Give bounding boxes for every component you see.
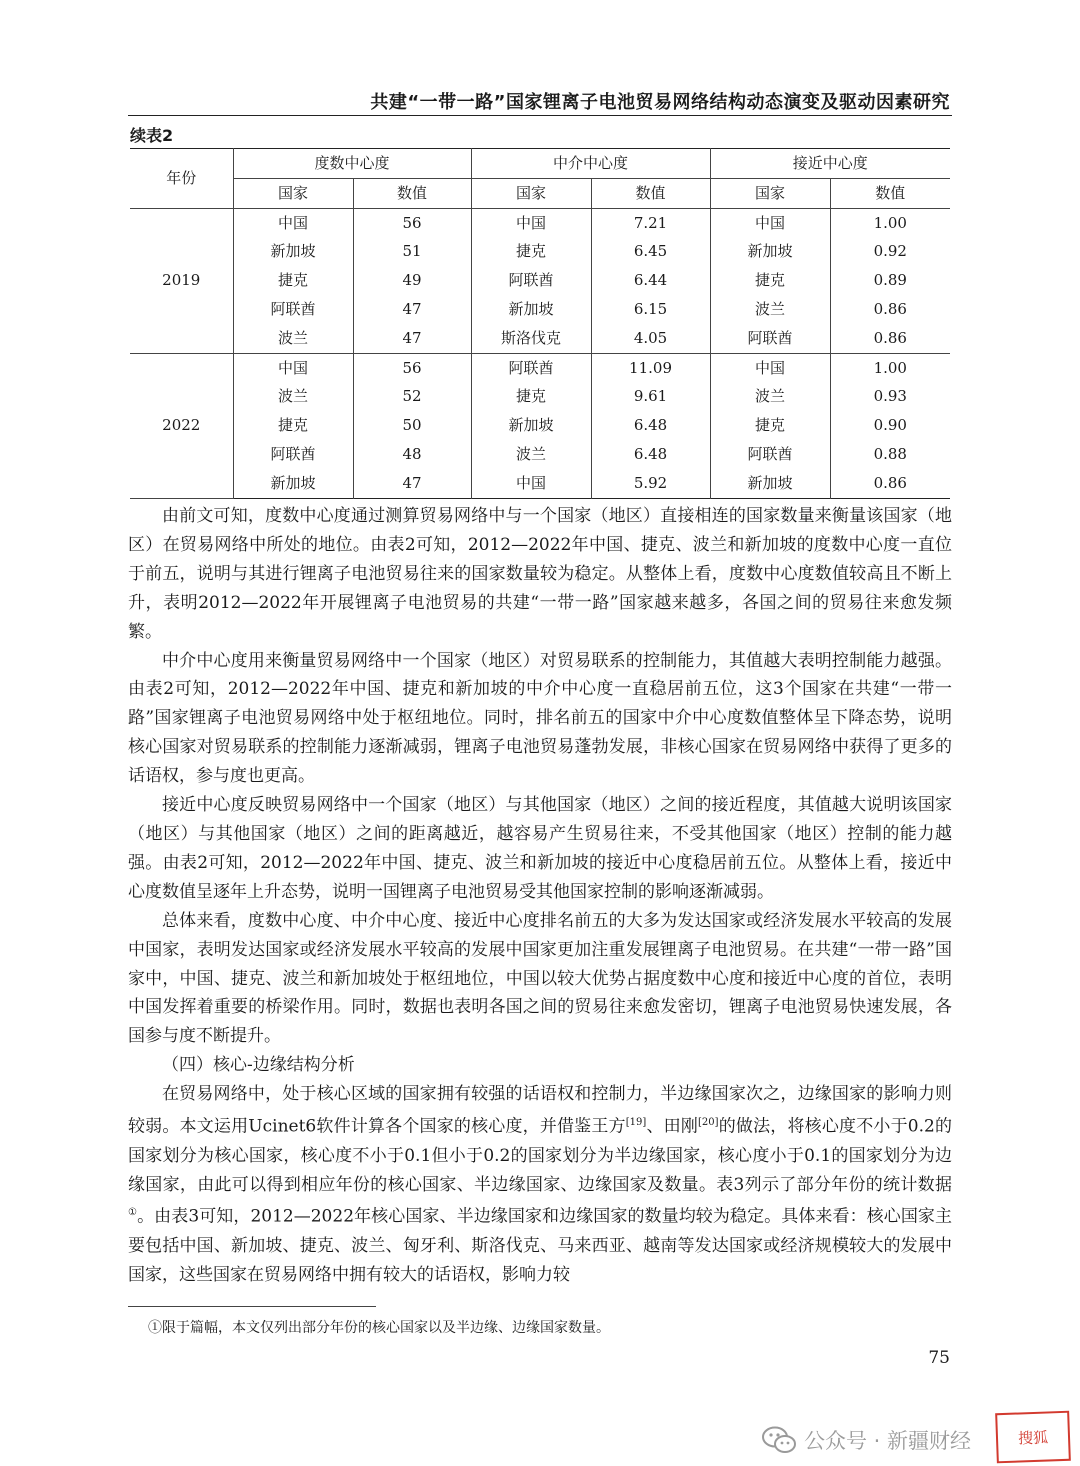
paragraph-closeness: 接近中心度反映贸易网络中一个国家（地区）与其他国家（地区）之间的接近程度，其值越大说明该国家（地区）与其他国家（地区）之间的距离越近，越容易产生贸易往来，不受其他国家（地区）控制的能力越强。由表2可知，2012—2022年中国、捷克、波兰和新加坡的接近中心度稳居前五位。从整体上看，接近中心度数值呈逐年上升态势，说明一国锂离子电池贸易受其他国家控制的影响逐渐减弱。 bbox=[128, 795, 952, 902]
year-header: 年份 bbox=[130, 149, 233, 209]
value-cell: 6.48 bbox=[591, 411, 710, 440]
country-cell: 波兰 bbox=[710, 295, 830, 324]
paragraph-betweenness: 中介中心度用来衡量贸易网络中一个国家（地区）对贸易联系的控制能力，其值越大表明控制能力越强。由表2可知，2012—2022年中国、捷克和新加坡的中介中心度一直稳居前五位，这3个国家在共建“一带一路”国家锂离子电池贸易网络中处于枢纽地位。同时，排名前五的国家中介中心度数值整体呈下降态势，说明核心国家对贸易联系的控制能力逐渐减弱，锂离子电池贸易蓬勃发展，非核心国家在贸易网络中获得了更多的话语权，参与度也更高。 bbox=[128, 650, 952, 787]
paragraph-text: 在贸易网络中，处于核心区域的国家拥有较强的话语权和控制力，半边缘国家次之，边缘国家的影响力则较弱。本文运用Ucinet6软件计算各个国家的核心度，并借鉴王方 bbox=[128, 1084, 952, 1137]
table-row bbox=[130, 353, 950, 382]
value-cell: 50 bbox=[353, 411, 471, 440]
country-cell: 新加坡 bbox=[233, 237, 353, 266]
table-row bbox=[130, 440, 950, 469]
value-cell: 6.44 bbox=[591, 266, 710, 295]
value-cell: 0.93 bbox=[830, 382, 950, 411]
group-header-betweenness: 中介中心度 bbox=[471, 149, 710, 179]
country-cell: 阿联酋 bbox=[233, 440, 353, 469]
country-cell: 捷克 bbox=[471, 237, 591, 266]
country-cell: 中国 bbox=[233, 353, 353, 382]
running-title: 共建“一带一路”国家锂离子电池贸易网络结构动态演变及驱动因素研究 bbox=[370, 92, 950, 113]
value-cell: 5.92 bbox=[591, 469, 710, 498]
citation-ref: [20] bbox=[698, 1117, 719, 1129]
value-cell: 47 bbox=[353, 324, 471, 353]
country-cell: 捷克 bbox=[710, 411, 830, 440]
value-cell: 52 bbox=[353, 382, 471, 411]
value-cell: 0.86 bbox=[830, 324, 950, 353]
table-row bbox=[130, 237, 950, 266]
country-cell: 中国 bbox=[710, 353, 830, 382]
country-cell: 波兰 bbox=[471, 440, 591, 469]
value-cell: 11.09 bbox=[591, 353, 710, 382]
value-cell: 47 bbox=[353, 295, 471, 324]
country-cell: 阿联酋 bbox=[471, 353, 591, 382]
subheader-country: 国家 bbox=[471, 178, 591, 208]
table-row bbox=[130, 469, 950, 498]
table-row bbox=[130, 295, 950, 324]
country-cell: 波兰 bbox=[233, 324, 353, 353]
country-cell: 捷克 bbox=[233, 266, 353, 295]
value-cell: 51 bbox=[353, 237, 471, 266]
paragraph-text: 。由表3可知，2012—2022年核心国家、半边缘国家和边缘国家的数量均较为稳定。具体来看：核心国家主要包括中国、新加坡、捷克、波兰、匈牙利、斯洛伐克、马来西亚、越南等发达国家或经济规模较大的发展中国家，这些国家在贸易网络中拥有较大的话语权，影响力较 bbox=[128, 1207, 953, 1285]
table-row bbox=[130, 324, 950, 353]
value-cell: 4.05 bbox=[591, 324, 710, 353]
subheader-country: 国家 bbox=[710, 178, 830, 208]
country-cell: 捷克 bbox=[233, 411, 353, 440]
value-cell: 56 bbox=[353, 353, 471, 382]
country-cell: 捷克 bbox=[471, 382, 591, 411]
country-cell: 新加坡 bbox=[233, 469, 353, 498]
value-cell: 7.21 bbox=[591, 208, 710, 237]
country-cell: 中国 bbox=[471, 208, 591, 237]
table-row bbox=[130, 208, 950, 237]
value-cell: 9.61 bbox=[591, 382, 710, 411]
subheader-value: 数值 bbox=[830, 178, 950, 208]
watermark bbox=[762, 1420, 971, 1460]
centrality-table bbox=[130, 148, 950, 499]
paragraph-degree: 由前文可知，度数中心度通过测算贸易网络中与一个国家（地区）直接相连的国家数量来衡量该国家（地区）在贸易网络中所处的地位。由表2可知，2012—2022年中国、捷克、波兰和新加坡的度数中心度一直位于前五，说明与其进行锂离子电池贸易往来的国家数量较为稳定。从整体上看，度数中心度数值较高且不断上升，表明2012—2022年开展锂离子电池贸易的共建“一带一路”国家越来越多，各国之间的贸易往来愈发频繁。 bbox=[128, 506, 952, 642]
year-cell: 2022 bbox=[130, 353, 233, 498]
value-cell: 0.86 bbox=[830, 469, 950, 498]
country-cell: 波兰 bbox=[233, 382, 353, 411]
country-cell: 新加坡 bbox=[471, 295, 591, 324]
watermark-text: 公众号 · 新疆财经 bbox=[804, 1429, 972, 1453]
subheader-country: 国家 bbox=[233, 178, 353, 208]
value-cell: 6.45 bbox=[591, 237, 710, 266]
value-cell: 0.90 bbox=[830, 411, 950, 440]
paragraph-text: 、田刚 bbox=[646, 1116, 699, 1137]
value-cell: 48 bbox=[353, 440, 471, 469]
country-cell: 波兰 bbox=[710, 382, 830, 411]
paragraph-summary: 总体来看，度数中心度、中介中心度、接近中心度排名前五的大多为发达国家或经济发展水平较高的发展中国家，表明发达国家或经济发展水平较高的发展中国家更加注重发展锂离子电池贸易。在共建“一带一路”国家中，中国、捷克、波兰和新加坡处于枢纽地位，中国以较大优势占据度数中心度和接近中心度的首位，表明中国发挥着重要的桥梁作用。同时，数据也表明各国之间的贸易往来愈发密切，锂离子电池贸易快速发展，各国参与度不断提升。 bbox=[128, 910, 952, 1047]
value-cell: 49 bbox=[353, 266, 471, 295]
citation-ref: [19] bbox=[625, 1117, 647, 1129]
table-row bbox=[130, 266, 950, 295]
country-cell: 阿联酋 bbox=[710, 440, 830, 469]
country-cell: 中国 bbox=[710, 208, 830, 237]
footnote-rule bbox=[128, 1306, 376, 1307]
paragraph-text: 的做法，将核心度不小于0.2的国家划分为核心国家，核心度不小于0.1但小于0.2的国家划分为半边缘国家，核心度小于0.1的国家划分为边缘国家，由此可以得到相应年份的核心国家、半边缘国家、边缘国家及数量。表3列示了部分年份的统计数据 bbox=[128, 1116, 952, 1195]
table-row bbox=[130, 411, 950, 440]
value-cell: 6.15 bbox=[591, 295, 710, 324]
body-text bbox=[128, 502, 952, 1290]
country-cell: 中国 bbox=[233, 208, 353, 237]
stamp-logo bbox=[995, 1411, 1071, 1464]
value-cell: 56 bbox=[353, 208, 471, 237]
wechat-icon bbox=[762, 1426, 796, 1454]
country-cell: 阿联酋 bbox=[710, 324, 830, 353]
value-cell: 0.88 bbox=[830, 440, 950, 469]
page-number: 75 bbox=[928, 1348, 950, 1368]
value-cell: 47 bbox=[353, 469, 471, 498]
paragraph-core-periphery bbox=[128, 1080, 952, 1290]
year-cell: 2019 bbox=[130, 208, 233, 353]
country-cell: 阿联酋 bbox=[471, 266, 591, 295]
header-rule bbox=[128, 115, 952, 116]
country-cell: 斯洛伐克 bbox=[471, 324, 591, 353]
country-cell: 新加坡 bbox=[710, 469, 830, 498]
stamp-text: 搜狐 bbox=[1017, 1427, 1049, 1448]
subheader-value: 数值 bbox=[353, 178, 471, 208]
value-cell: 0.86 bbox=[830, 295, 950, 324]
table-body bbox=[130, 208, 950, 498]
table-caption: 续表2 bbox=[130, 126, 174, 145]
value-cell: 0.89 bbox=[830, 266, 950, 295]
subheader-value: 数值 bbox=[591, 178, 710, 208]
country-cell: 阿联酋 bbox=[233, 295, 353, 324]
value-cell: 1.00 bbox=[830, 208, 950, 237]
footnote-marker: ① bbox=[128, 1207, 138, 1219]
country-cell: 新加坡 bbox=[710, 237, 830, 266]
section-subheading: （四）核心-边缘结构分析 bbox=[162, 1055, 355, 1076]
value-cell: 6.48 bbox=[591, 440, 710, 469]
group-header-closeness: 接近中心度 bbox=[710, 149, 950, 179]
country-cell: 捷克 bbox=[710, 266, 830, 295]
group-header-degree: 度数中心度 bbox=[233, 149, 471, 179]
value-cell: 1.00 bbox=[830, 353, 950, 382]
table-row bbox=[130, 382, 950, 411]
value-cell: 0.92 bbox=[830, 237, 950, 266]
footnote: ①限于篇幅，本文仅列出部分年份的核心国家以及半边缘、边缘国家数量。 bbox=[148, 1320, 610, 1336]
country-cell: 新加坡 bbox=[471, 411, 591, 440]
country-cell: 中国 bbox=[471, 469, 591, 498]
